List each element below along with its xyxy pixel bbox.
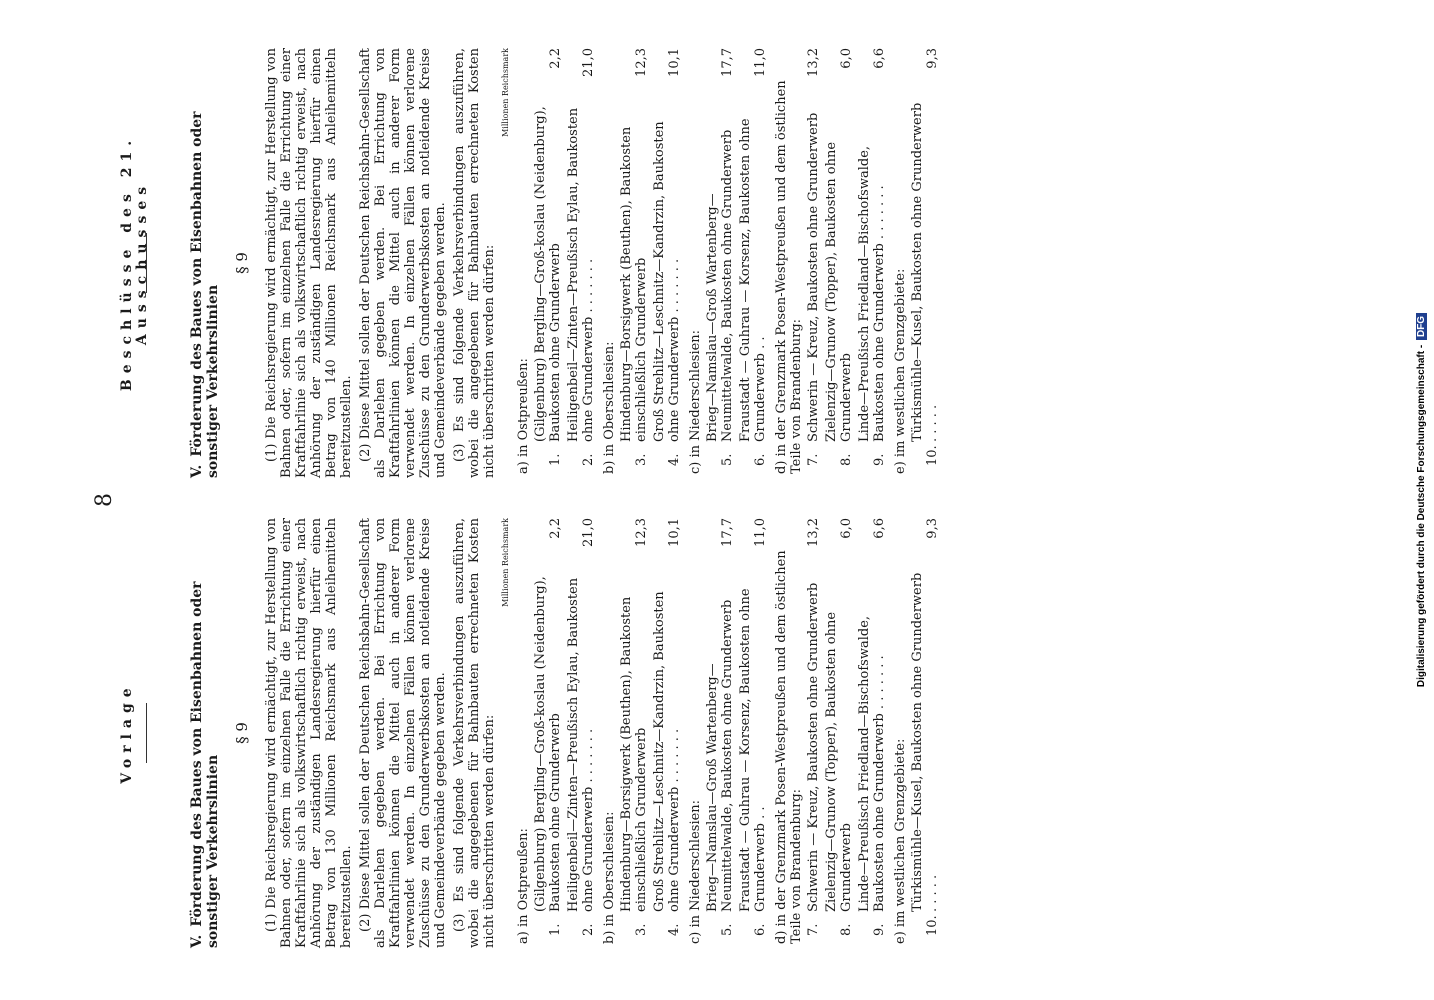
column-heading: Vorlage	[119, 682, 135, 784]
item-number: 2.	[581, 923, 596, 936]
item-number: 9.	[872, 453, 887, 466]
item-text: Linde—Preußisch Friedland—Bischofswalde, Baukosten ohne Grunderwerb . . . . . . .	[857, 145, 887, 442]
item-value: 2,2	[548, 48, 563, 69]
item-text: Linde—Preußisch Friedland—Bischofswalde, Baukosten ohne Grunderwerb . . . . . . .	[857, 615, 887, 912]
regions-list	[516, 518, 940, 948]
item-text: Hindenburg—Borsigwerk (Beuthen), Baukosten einschließlich Grunderwerb	[619, 596, 649, 912]
item-value: 10,1	[667, 518, 682, 547]
heading-rule	[146, 703, 147, 763]
region-label: b) in Oberschlesien:	[602, 811, 617, 944]
item-number: 6.	[753, 923, 768, 936]
item-text: Brieg—Namslau—Groß Wartenberg—Neumittelwalde, Baukosten ohne Grunderwerb	[705, 599, 735, 912]
paragraph-3: (3) Es sind folgende Verkehrsverbindungen auszuführen, wobei die angegebenen für Bahnbauten errechneten Kosten nicht überschritten werden dürfen:	[452, 518, 497, 948]
regions-list	[516, 48, 940, 478]
paragraph-sign: § 9	[233, 722, 251, 744]
item-value: 17,7	[720, 518, 735, 547]
unit-header: Millionen Reichsmark	[501, 518, 510, 607]
region-label: b) in Oberschlesien:	[602, 341, 617, 474]
item-text: Zielenzig—Grunow (Topper), Baukosten ohne Grunderwerb	[824, 611, 854, 912]
cost-item	[619, 48, 649, 466]
item-number: 3.	[634, 923, 649, 936]
item-value: 2,2	[548, 518, 563, 539]
item-value: 6,6	[872, 48, 887, 69]
item-text: Brieg—Namslau—Groß Wartenberg—Neumittelwalde, Baukosten ohne Grunderwerb	[705, 129, 735, 442]
paragraph-1: (1) Die Reichsregierung wird ermächtigt, zur Herstellung von Bahnen oder, sofern im einzelnen Falle die Errichtung einer Kraftfahrlinie sich als volkswirtschaftlich richtig erweist, nach Anhörung der zuständigen Landesregierung hierfür einen Betrag von 140 Millionen Reichsmark aus Anleihemitteln bereitzustellen.	[264, 48, 354, 478]
paragraph-1: (1) Die Reichsregierung wird ermächtigt, zur Herstellung von Bahnen oder, sofern im einzelnen Falle die Errichtung einer Kraftfahrlinie sich als volkswirtschaftlich richtig erweist, nach Anhörung der zuständigen Landesregierung hierfür einen Betrag von 130 Millionen Reichsmark aus Anleihemitteln bereitzustellen.	[264, 518, 354, 948]
item-text: Fraustadt — Guhrau — Korsenz, Baukosten ohne Grunderwerb . .	[738, 588, 768, 912]
item-number: 10.	[925, 915, 940, 936]
cost-item	[857, 48, 887, 466]
item-text: (Gilgenburg) Bergling—Groß-koslau (Neidenburg), Baukosten ohne Grunderwerb	[533, 576, 563, 912]
item-value: 13,2	[806, 518, 821, 547]
item-number: 3.	[634, 453, 649, 466]
item-text: Fraustadt — Guhrau — Korsenz, Baukosten ohne Grunderwerb . .	[738, 118, 768, 442]
right-column	[120, 48, 943, 478]
item-number: 1.	[548, 453, 563, 466]
dfg-logo: DFG	[1416, 313, 1427, 340]
cost-item	[619, 518, 649, 936]
cost-item	[857, 518, 887, 936]
item-number: 8.	[839, 923, 854, 936]
cost-item	[533, 518, 563, 936]
cost-item	[566, 48, 596, 466]
paragraph-sign: § 9	[233, 252, 251, 274]
left-column	[120, 518, 943, 948]
region-label: e) im westlichen Grenzgebiete:	[893, 268, 908, 474]
item-text: Schwerin — Kreuz, Baukosten ohne Grunderwerb	[806, 112, 821, 442]
item-text: (Gilgenburg) Bergling—Groß-koslau (Neidenburg), Baukosten ohne Grunderwerb	[533, 106, 563, 442]
item-value: 10,1	[667, 48, 682, 77]
region-label: a) in Ostpreußen:	[516, 828, 531, 944]
region-label: c) in Niederschlesien:	[688, 799, 703, 944]
item-text: Groß Strehlitz—Leschnitz—Kandrzin, Baukosten ohne Grunderwerb . . . . . . .	[652, 591, 682, 912]
item-number: 5.	[720, 453, 735, 466]
item-value: 21,0	[581, 518, 596, 547]
item-text: Türkismühle—Kusel, Baukosten ohne Grunderwerb . . . . .	[910, 102, 940, 442]
section-number: V.	[189, 934, 205, 948]
section-title	[189, 518, 221, 948]
item-text: Groß Strehlitz—Leschnitz—Kandrzin, Baukosten ohne Grunderwerb . . . . . . .	[652, 121, 682, 442]
credit-text: Digitalisierung gefördert durch die Deutsche Forschungsgemeinschaft -	[1416, 344, 1427, 688]
section-title-text: Förderung des Baues von Eisenbahnen oder sonstiger Verkehrslinien	[189, 581, 221, 948]
item-number: 9.	[872, 923, 887, 936]
paragraph-2: (2) Diese Mittel sollen der Deutschen Reichsbahn-Gesellschaft als Darlehen gegeben werden. Bei Errichtung von Kraftfahrlinien können die Mittel auch in anderer Form verwendet werden. In einzelnen Fällen können verlorene Zuschüsse zu den Grunderwerbskosten an notleidende Kreise und Gemeindeverbände gegeben werden.	[358, 48, 448, 478]
cost-item	[652, 48, 682, 466]
cost-item	[738, 48, 768, 466]
item-value: 12,3	[634, 48, 649, 77]
item-number: 5.	[720, 923, 735, 936]
item-number: 7.	[806, 453, 821, 466]
region-label: a) in Ostpreußen:	[516, 358, 531, 474]
item-text: Schwerin — Kreuz, Baukosten ohne Grunderwerb	[806, 582, 821, 912]
item-number: 2.	[581, 453, 596, 466]
item-value: 12,3	[634, 518, 649, 547]
cost-item	[738, 518, 768, 936]
cost-item	[705, 48, 735, 466]
item-text: Hindenburg—Borsigwerk (Beuthen), Baukosten einschließlich Grunderwerb	[619, 126, 649, 442]
item-number: 10.	[925, 445, 940, 466]
item-number: 7.	[806, 923, 821, 936]
region-label: d) in der Grenzmark Posen-Westpreußen und dem östlichen Teile von Brandenburg:	[774, 550, 804, 944]
item-text: Heiligenbeil—Zinten—Preußisch Eylau, Baukosten ohne Grunderwerb . . . . . . .	[566, 107, 596, 442]
cost-item	[566, 518, 596, 936]
item-text: Türkismühle—Kusel, Baukosten ohne Grunderwerb . . . . .	[910, 572, 940, 912]
cost-item	[705, 518, 735, 936]
section-title-text: Förderung des Baues von Eisenbahnen oder sonstiger Verkehrslinien	[189, 111, 221, 478]
item-number: 4.	[667, 923, 682, 936]
digitization-credit	[1416, 20, 1427, 980]
cost-item	[533, 48, 563, 466]
item-value: 6,6	[872, 518, 887, 539]
page-number: 8	[92, 493, 117, 507]
cost-item	[806, 48, 821, 466]
cost-item	[824, 48, 854, 466]
cost-item	[806, 518, 821, 936]
item-value: 11,0	[753, 518, 768, 547]
cost-item	[910, 518, 940, 936]
cost-item	[824, 518, 854, 936]
cost-item	[652, 518, 682, 936]
item-value: 13,2	[806, 48, 821, 77]
item-text: Heiligenbeil—Zinten—Preußisch Eylau, Baukosten ohne Grunderwerb . . . . . . .	[566, 577, 596, 912]
item-number: 6.	[753, 453, 768, 466]
item-value: 21,0	[581, 48, 596, 77]
region-label: e) im westlichen Grenzgebiete:	[893, 738, 908, 944]
region-label: c) in Niederschlesien:	[688, 329, 703, 474]
item-text: Zielenzig—Grunow (Topper), Baukosten ohne Grunderwerb	[824, 141, 854, 442]
item-number: 1.	[548, 923, 563, 936]
unit-header: Millionen Reichsmark	[501, 48, 510, 137]
region-label: d) in der Grenzmark Posen-Westpreußen und dem östlichen Teile von Brandenburg:	[774, 80, 804, 474]
paragraph-3: (3) Es sind folgende Verkehrsverbindungen auszuführen, wobei die angegebenen für Bahnbauten errechneten Kosten nicht überschritten werden dürfen:	[452, 48, 497, 478]
column-heading: Beschlüsse des 21. Ausschusses	[119, 134, 150, 392]
item-number: 8.	[839, 453, 854, 466]
item-value: 11,0	[753, 48, 768, 77]
item-value: 6,0	[839, 518, 854, 539]
item-value: 6,0	[839, 48, 854, 69]
item-value: 17,7	[720, 48, 735, 77]
section-number: V.	[189, 464, 205, 478]
cost-item	[910, 48, 940, 466]
item-value: 9,3	[925, 518, 940, 539]
item-value: 9,3	[925, 48, 940, 69]
section-title	[189, 48, 221, 478]
item-number: 4.	[667, 453, 682, 466]
paragraph-2: (2) Diese Mittel sollen der Deutschen Reichsbahn-Gesellschaft als Darlehen gegeben werden. Bei Errichtung von Kraftfahrlinien können die Mittel auch in anderer Form verwendet werden. In einzelnen Fällen können verlorene Zuschüsse zu den Grunderwerbskosten an notleidende Kreise und Gemeindeverbände gegeben werden.	[358, 518, 448, 948]
